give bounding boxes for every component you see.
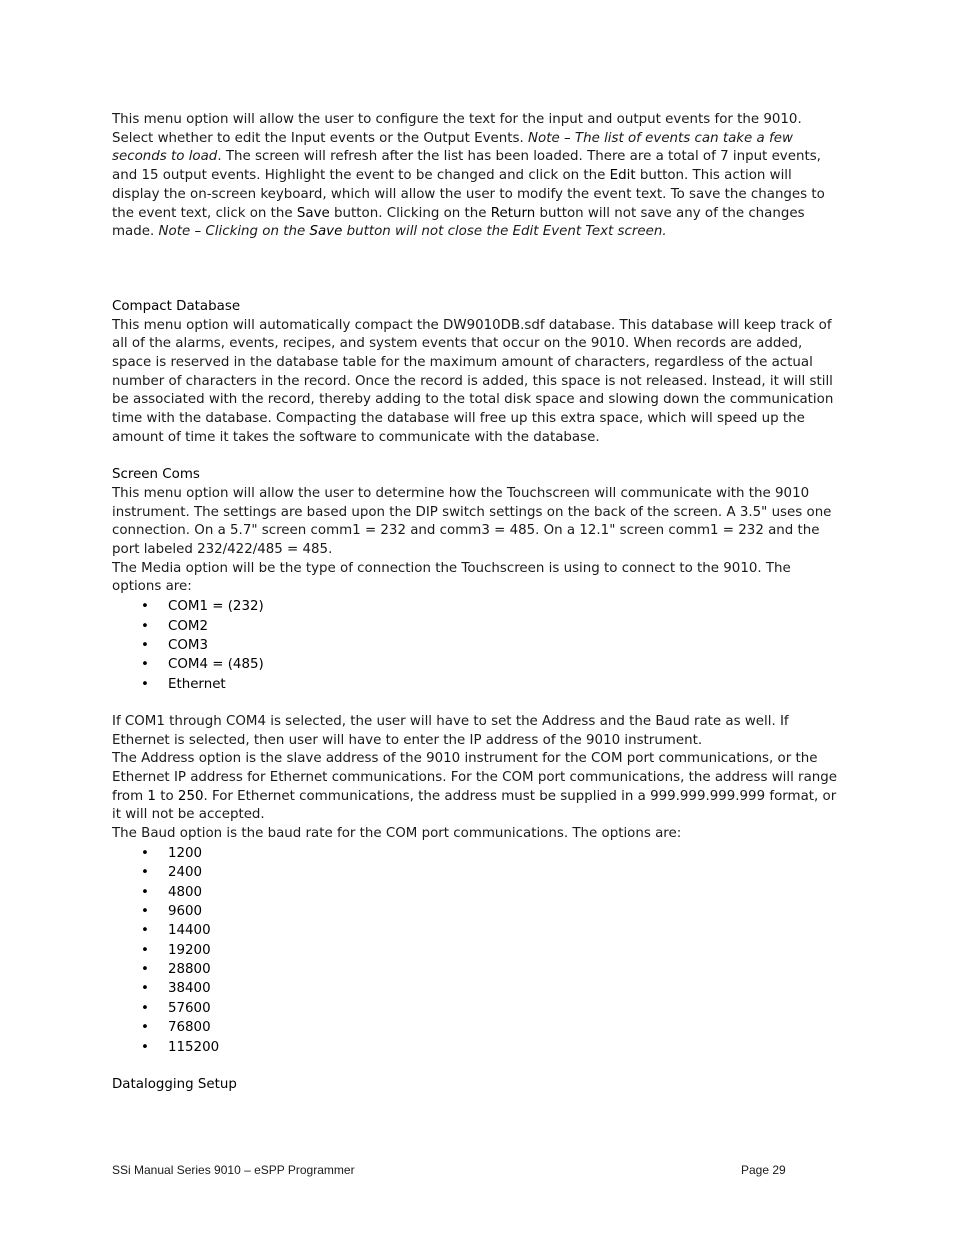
bullet-icon: •: [141, 637, 149, 653]
screen-coms-p3: If COM1 through COM4 is selected, the user will have to set the Address and the Baud rate as well. If Ethernet is selected, then user will have to enter the IP address of the 9010 instrument.: [112, 713, 789, 748]
media-options-list: [112, 597, 842, 694]
list-item: [112, 1038, 842, 1057]
list-item: [112, 636, 842, 655]
list-item: [112, 999, 842, 1018]
bullet-icon: •: [141, 618, 149, 634]
list-item: [112, 1018, 842, 1037]
intro-text-2: . The screen will refresh after the list has been loaded. There are a total of 7 input events, and 15 output events. Highlight the event to be changed and click on the: [112, 149, 821, 184]
media-option: COM4 = (485): [168, 657, 264, 673]
bullet-icon: •: [141, 1039, 149, 1055]
baud-option: 9600: [168, 903, 203, 919]
address-text-a: The Address option is the slave address of the 9010 instrument for the COM port communications, or the Ethernet IP address for Ethernet communications. For the COM port communications, the address will range from: [112, 751, 837, 804]
compact-database-heading: Compact Database: [112, 298, 241, 314]
baud-option: 14400: [168, 923, 211, 939]
list-item: [112, 902, 842, 921]
screen-coms-p2: The Media option will be the type of connection the Touchscreen is using to connect to the 9010. The options are:: [112, 560, 791, 595]
intro-note-2a: Note – Clicking on the: [158, 224, 310, 240]
footer-page-number: Page 29: [741, 1163, 786, 1177]
intro-text-4: button. Clicking on the: [329, 205, 491, 221]
list-item: [112, 655, 842, 674]
bullet-icon: •: [141, 845, 149, 861]
screen-coms-heading: Screen Coms: [112, 467, 200, 483]
intro-text-1: This menu option will allow the user to configure the text for the input and output events for the 9010. Select whether to edit the Input events or the Output Events.: [112, 112, 802, 146]
intro-text-3: button. This action will display the on-screen keyboard, which will allow the user to modify the event text. To save the changes to the event text, click on the: [112, 168, 825, 221]
baud-option: 1200: [168, 845, 203, 861]
baud-option: 38400: [168, 981, 211, 997]
list-item: [112, 844, 842, 863]
bullet-icon: •: [141, 676, 149, 692]
baud-options-list: [112, 844, 842, 1057]
screen-coms-p5: The Baud option is the baud rate for the COM port communications. The options are:: [112, 826, 682, 842]
baud-option: 76800: [168, 1020, 211, 1036]
media-option: COM3: [168, 637, 208, 653]
intro-text-5: button will not save any of the changes made.: [112, 205, 805, 240]
edit-button-ref: Edit: [609, 168, 636, 184]
address-min: 1: [147, 788, 156, 804]
list-item: [112, 675, 842, 694]
list-item: [112, 883, 842, 902]
bullet-icon: •: [141, 923, 149, 939]
screen-coms-p4: [112, 750, 842, 825]
bullet-icon: •: [141, 942, 149, 958]
bullet-icon: •: [141, 865, 149, 881]
compact-database-body: This menu option will automatically compact the DW9010DB.sdf database. This database will keep track of all of the alarms, events, recipes, and system events that occur on the 9010. When records are added, space is reserved in the database table for the maximum amount of characters, regardless of the actual number of characters in the record. Once the record is added, this space is not released. Instead, it will still be associated with the record, thereby adding to the total disk space and slowing down the communication time with the database. Compacting the database will free up this extra space, which will speed up the amount of time it takes the software to communicate with the database.: [112, 317, 834, 445]
baud-option: 4800: [168, 884, 203, 900]
intro-paragraph: [112, 111, 842, 242]
footer-manual-title: SSi Manual Series 9010 – eSPP Programmer: [112, 1163, 355, 1177]
bullet-icon: •: [141, 884, 149, 900]
address-text-c: . For Ethernet communications, the address must be supplied in a 999.999.999.999 format, or it will not be accepted.: [112, 788, 837, 823]
baud-option: 57600: [168, 1000, 211, 1016]
baud-option: 19200: [168, 942, 211, 958]
bullet-icon: •: [141, 1020, 149, 1036]
page-footer: [112, 1163, 842, 1177]
save-button-ref-2: Save: [309, 224, 343, 240]
list-item: [112, 941, 842, 960]
address-max: 250: [177, 788, 204, 804]
bullet-icon: •: [141, 981, 149, 997]
list-item: [112, 921, 842, 940]
baud-option: 28800: [168, 962, 211, 978]
page-content: [112, 111, 842, 1094]
return-button-ref: Return: [490, 205, 536, 221]
media-option: COM1 = (232): [168, 599, 264, 615]
media-option: COM2: [168, 618, 208, 634]
bullet-icon: •: [141, 599, 149, 615]
bullet-icon: •: [141, 657, 149, 673]
list-item: [112, 960, 842, 979]
list-item: [112, 597, 842, 616]
list-item: [112, 863, 842, 882]
list-item: [112, 617, 842, 636]
address-text-b: to: [155, 788, 178, 804]
baud-option: 2400: [168, 865, 203, 881]
bullet-icon: •: [141, 962, 149, 978]
save-button-ref: Save: [296, 205, 330, 221]
intro-note-1: Note – The list of events can take a few seconds to load: [112, 130, 793, 165]
baud-option: 115200: [168, 1039, 220, 1055]
screen-coms-p1: This menu option will allow the user to determine how the Touchscreen will communicate with the 9010 instrument. The settings are based upon the DIP switch settings on the back of the screen. A 3.5" uses one connection. On a 5.7" screen comm1 = 232 and comm3 = 485. On a 12.1" screen comm1 = 232 and the port labeled 232/422/485 = 485.: [112, 485, 832, 558]
datalogging-setup-heading: Datalogging Setup: [112, 1076, 237, 1092]
bullet-icon: •: [141, 1000, 149, 1016]
intro-note-2b: button will not close the Edit Event Text screen.: [342, 224, 667, 240]
list-item: [112, 979, 842, 998]
bullet-icon: •: [141, 903, 149, 919]
media-option: Ethernet: [168, 676, 226, 692]
